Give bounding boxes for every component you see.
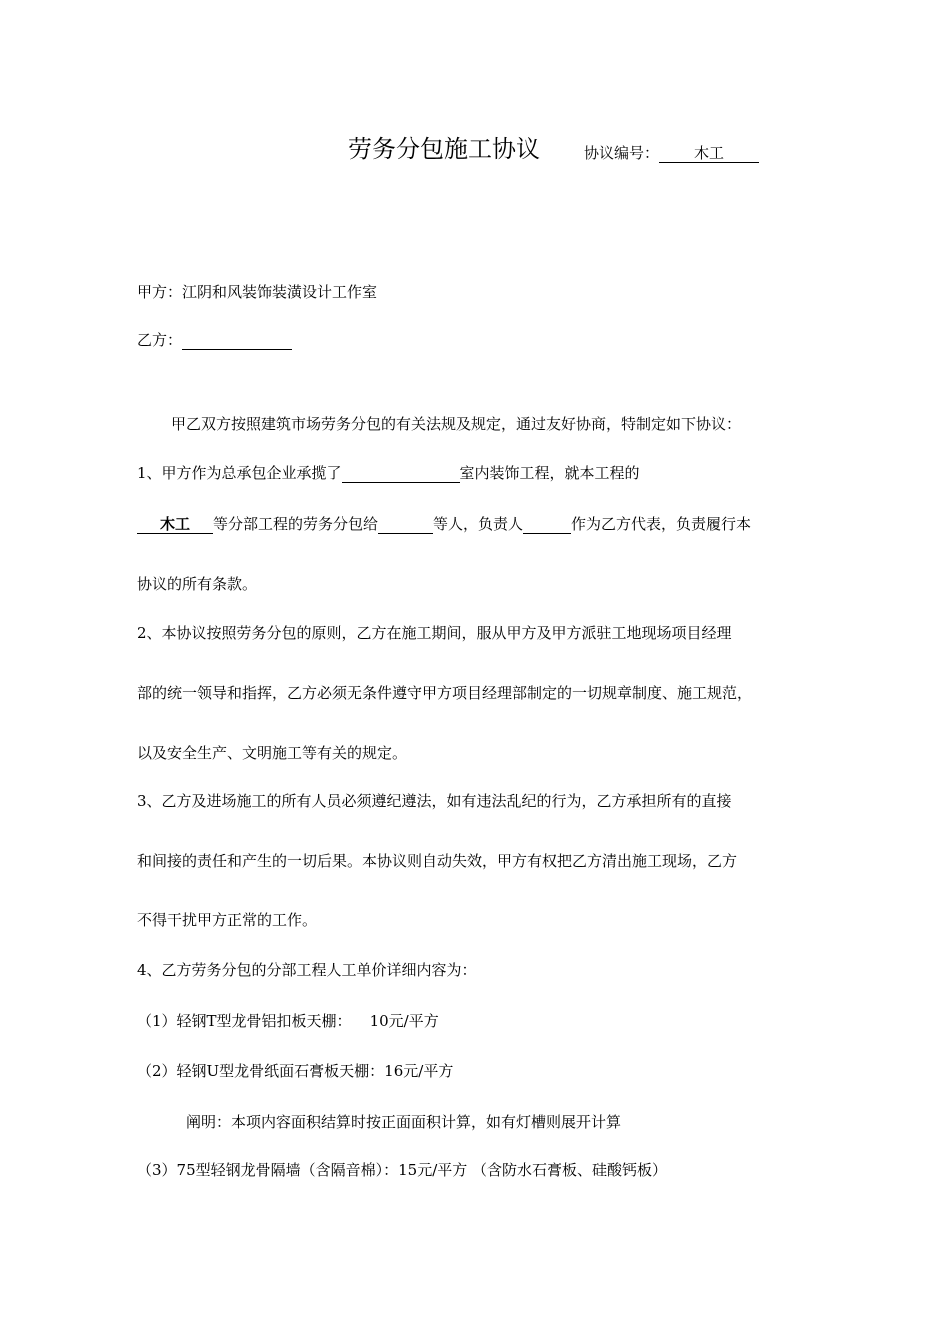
party-b-label: 乙方： xyxy=(137,331,183,349)
page-title: 劳务分包施工协议 xyxy=(348,135,540,163)
subcontractor-blank xyxy=(378,516,433,534)
price-item-3: （3）75型轻钢龙骨隔墙（含隔音棉）：15元/平方 （含防水石膏板、硅酸钙板） xyxy=(137,1161,668,1179)
clause-1-line-1 xyxy=(137,463,640,483)
clause-3-line-2: 和间接的责任和产生的一切后果。本协议则自动失效，甲方有权把乙方清出施工现场，乙方 xyxy=(137,852,738,870)
party-a-line xyxy=(137,282,377,302)
price-item-2: （2）轻钢U型龙骨纸面石膏板天棚：16元/平方 xyxy=(137,1062,454,1080)
clause-1-line-3: 协议的所有条款。 xyxy=(137,575,258,593)
price-item-1-price: 10元/平方 xyxy=(369,1012,439,1030)
party-b-line xyxy=(137,330,292,350)
agreement-number-value: 木工 xyxy=(659,145,759,163)
clause-2-line-1: 2、本协议按照劳务分包的原则，乙方在施工期间，服从甲方及甲方派驻工地现场项目经理 xyxy=(137,624,732,642)
price-note: 阐明：本项内容面积结算时按正面面积计算，如有灯槽则展开计算 xyxy=(186,1113,622,1131)
clause-3-line-1: 3、乙方及进场施工的所有人员必须遵纪遵法，如有违法乱纪的行为，乙方承担所有的直接 xyxy=(137,792,732,810)
price-item-1-label: （1）轻钢T型龙骨铝扣板天棚： xyxy=(137,1012,352,1030)
clause-1-text-a: 1、甲方作为总承包企业承揽了 xyxy=(137,464,342,482)
responsible-person-blank xyxy=(523,516,571,534)
price-item-1 xyxy=(137,1011,439,1031)
clause-1-line-2 xyxy=(137,514,751,534)
agreement-number xyxy=(584,143,759,163)
clause-3-line-3: 不得干扰甲方正常的工作。 xyxy=(137,911,318,929)
intro-paragraph: 甲乙双方按照建筑市场劳务分包的有关法规及规定，通过友好协商，特制定如下协议： xyxy=(171,415,742,433)
project-name-blank xyxy=(342,465,460,483)
party-a-name: 江阴和风装饰装潢设计工作室 xyxy=(182,283,378,301)
clause-2-line-2: 部的统一领导和指挥，乙方必须无条件遵守甲方项目经理部制定的一切规章制度、施工规范， xyxy=(137,684,753,702)
clause-4-title: 4、乙方劳务分包的分部工程人工单价详细内容为： xyxy=(137,961,477,979)
clause-1-text-d: 等人，负责人 xyxy=(433,515,524,533)
party-b-blank xyxy=(182,332,292,350)
party-a-label: 甲方： xyxy=(137,283,183,301)
clause-2-line-3: 以及安全生产、文明施工等有关的规定。 xyxy=(137,744,408,762)
clause-1-text-b: 室内装饰工程，就本工程的 xyxy=(459,464,640,482)
trade-value: 木工 xyxy=(137,516,213,534)
clause-1-text-c: 等分部工程的劳务分包给 xyxy=(213,515,379,533)
clause-1-text-e: 作为乙方代表，负责履行本 xyxy=(571,515,752,533)
agreement-number-label: 协议编号： xyxy=(584,144,660,162)
